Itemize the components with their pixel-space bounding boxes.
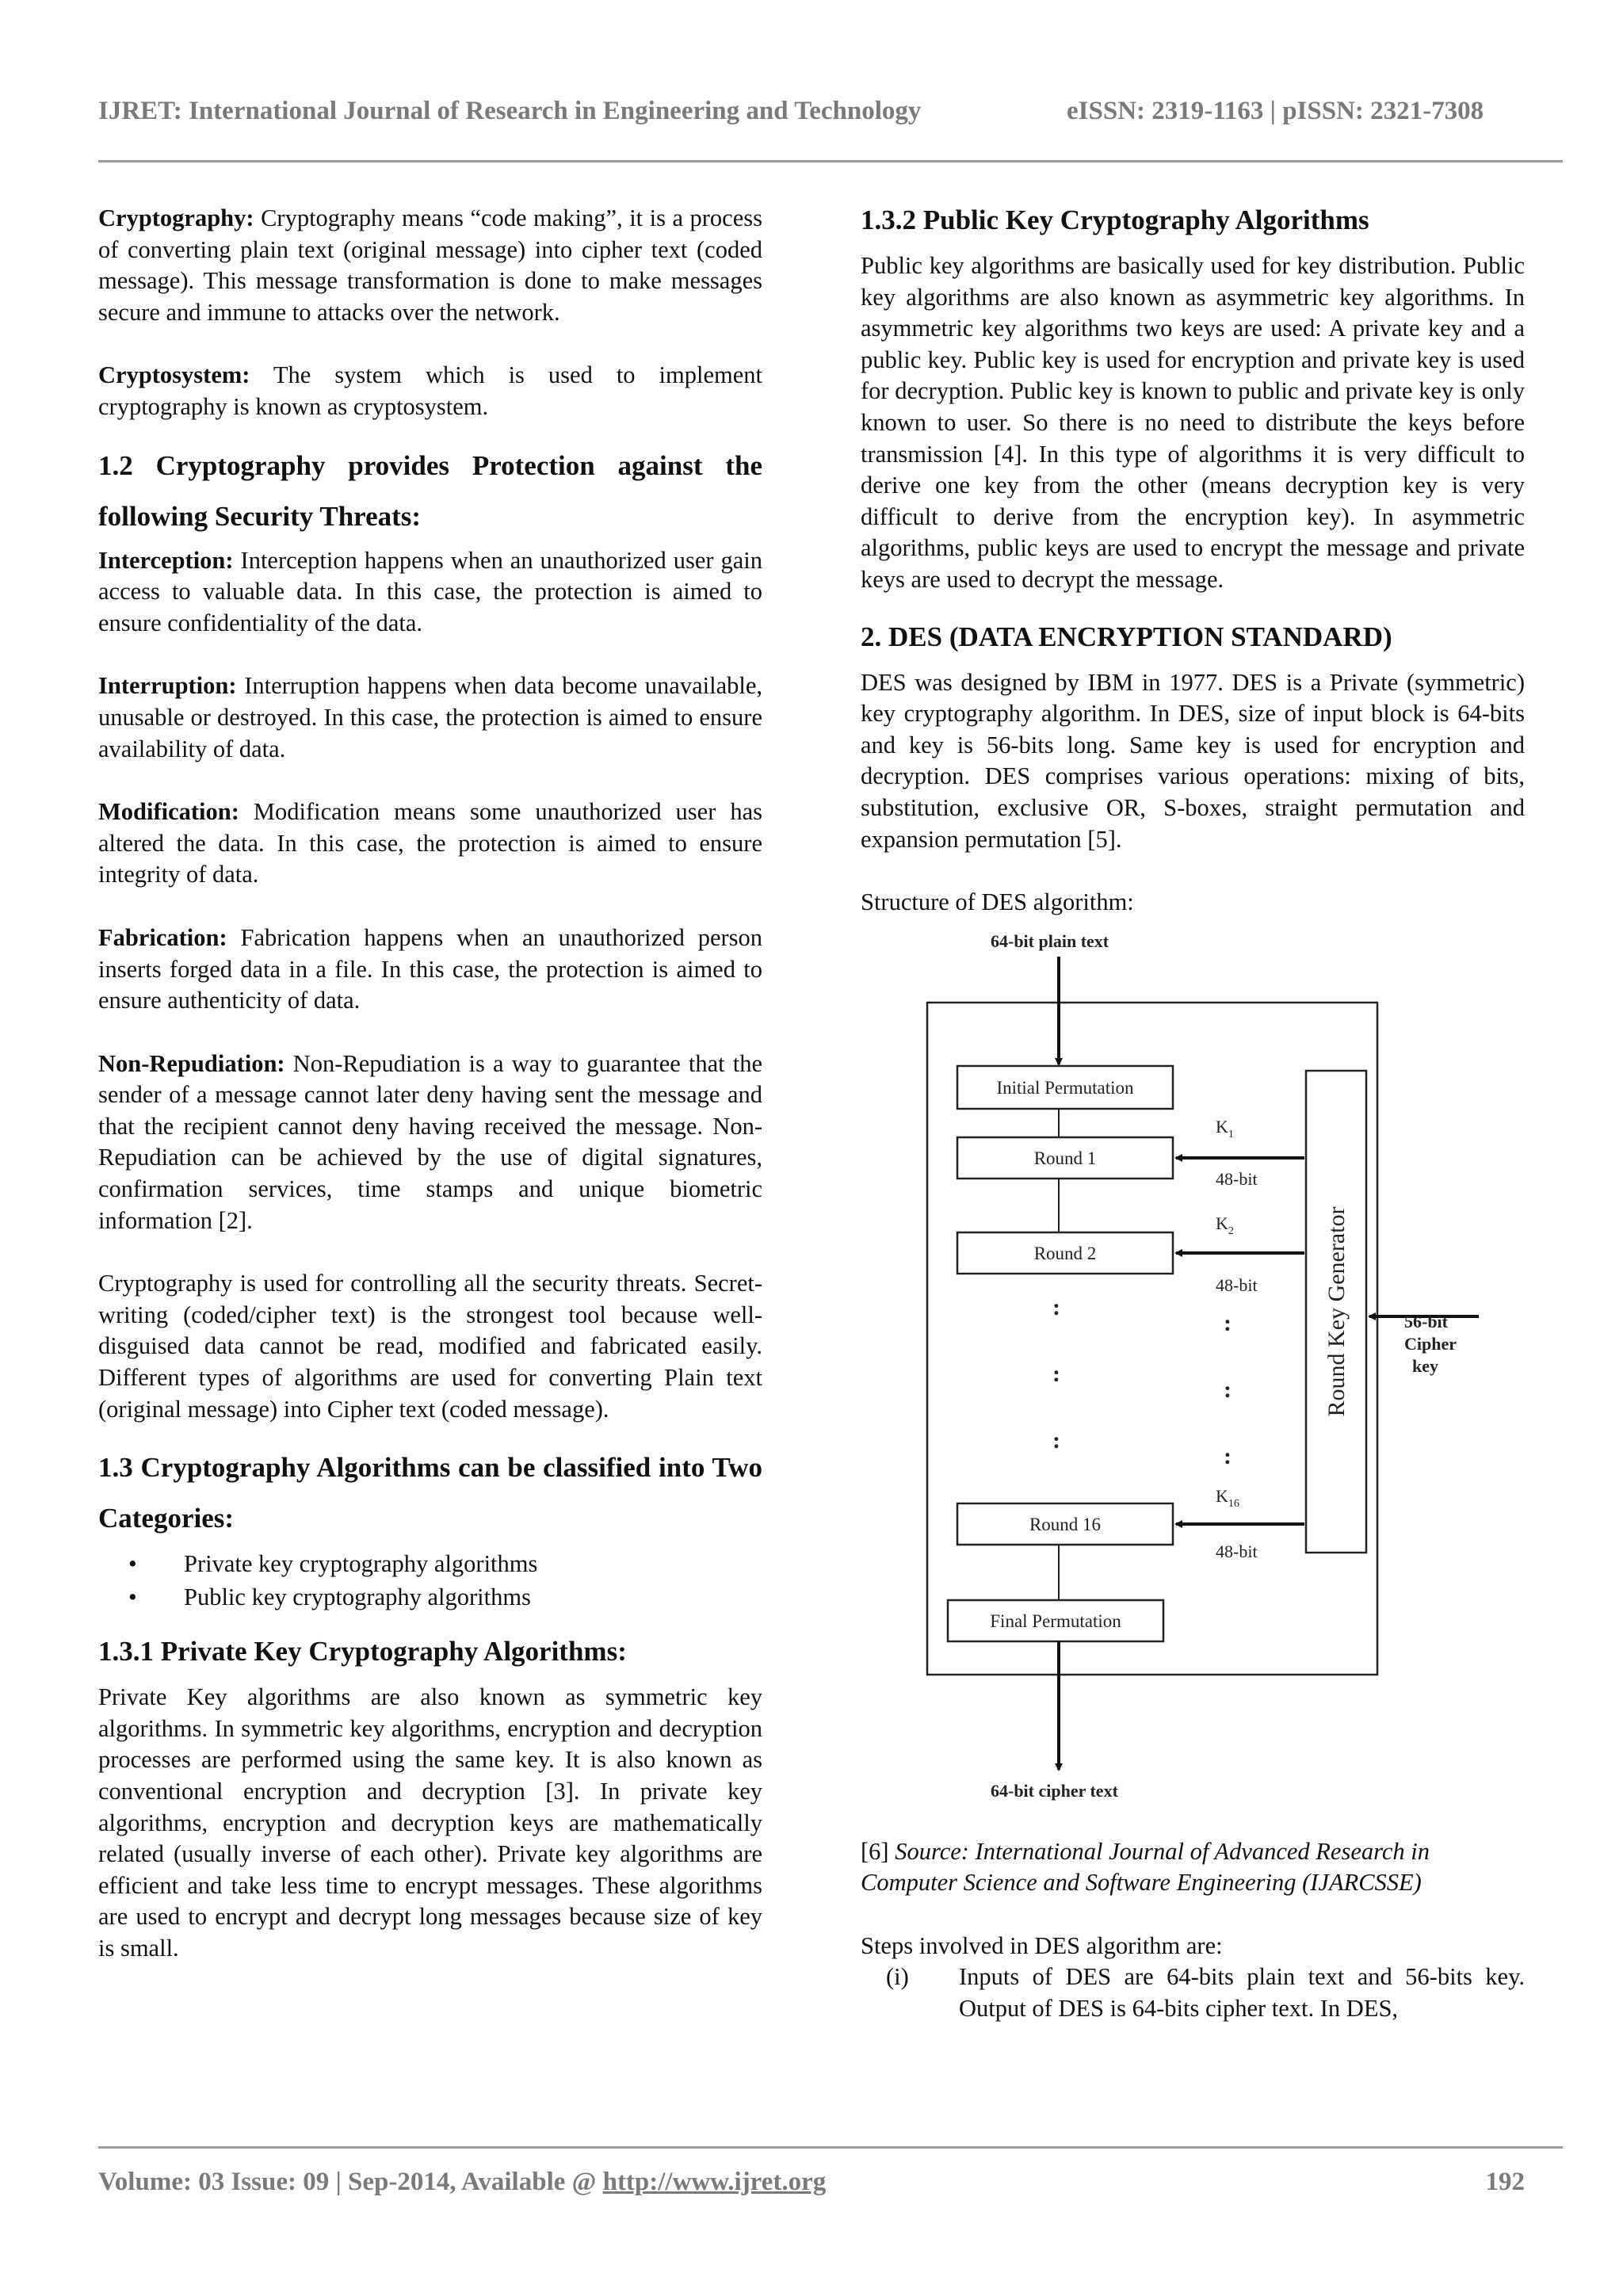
cipher-key-label-line3: key [1412,1355,1438,1376]
term: Interception: [98,546,234,574]
cipher-key-label-line2: Cipher [1404,1333,1457,1354]
volume-info: Volume: 03 Issue: 09 | Sep-2014, Available @ [98,2168,603,2196]
ellipsis-dot: : [1224,1309,1232,1336]
category-list [98,1547,762,1614]
public-key-paragraph: Public key algorithms are basically used for key distribution. Public key algorithms are also known as asymmetric key algorithms. In asymmetric key algorithms two keys are used: A private key and a public key. Public key is used for encryption and private key is used for decryption. Public key is known to public and private key is only known to user. So there is no need to distribute the keys before transmission [4]. In this type of algorithms it is very difficult to derive one key from the other (means decryption key is very difficult to derive from the encryption key). In asymmetric algorithms, public keys are used to encrypt the message and private keys are used to decrypt the message. [861,252,1525,593]
input-label: 64-bit plain text [991,930,1109,951]
ellipsis-dot: : [1224,1442,1232,1469]
definition-text: Interception happens when an unauthorized user gain access to valuable data. In this case, the protection is aimed to ensure confidentiality of the data. [98,546,763,636]
left-column [98,203,762,1965]
list-item: • Private key cryptography algorithms [98,1547,762,1580]
definition-text: Interruption happens when data become unavailable, unusable or destroyed. In this case, the protection is aimed to ensure availability of data. [98,672,762,762]
term: Fabrication: [98,923,227,951]
definition-text: Cryptography means “code making”, it is a process of converting plain text (original message) into cipher text (coded message). This message transformation is done to make messages secure and immune to attacks over the network. [98,204,762,326]
k16-bits: 48-bit [1216,1541,1258,1561]
initial-permutation-label: Initial Permutation [996,1077,1134,1098]
k1-bits: 48-bit [1216,1168,1258,1189]
journal-link[interactable]: http://www.ijret.org [602,2168,827,2196]
diagram-source [861,1836,1525,1899]
modification-definition [98,797,762,891]
ellipsis-dot: : [1052,1427,1060,1454]
term: Non-Repudiation: [98,1049,285,1077]
definition-text: The system which is used to implement cryptography is known as cryptosystem. [98,361,762,420]
header-rule [98,160,1563,162]
page-number: 192 [1485,2168,1525,2196]
output-label: 64-bit cipher text [991,1780,1118,1801]
final-permutation-label: Final Permutation [990,1610,1121,1631]
definition-text: Modification means some unauthorized user has altered the data. In this case, the protection is aimed to ensure integrity of data. [98,798,763,888]
step-number: (i) [886,1963,909,1991]
section-heading-1-2: 1.2 Cryptography provides Protection against the following Security Threats: [98,449,762,532]
des-structure-diagram [861,919,1525,1825]
round-key-generator-label: Round Key Generator [1323,1206,1350,1417]
non-repudiation-definition [98,1049,762,1237]
k16-label: $K_{16}$ [1216,1485,1239,1510]
des-paragraph: DES was designed by IBM in 1977. DES is a Private (symmetric) key cryptography algorithm. In DES, size of input block is 64-bits and key is 56-bits long. Same key is used for encryption and decryption. DES comprises various operations: mixing of bits, substitution, exclusive OR, S-boxes, straight permutation and expansion permutation [5]. [861,668,1525,853]
footer-rule [98,2146,1563,2149]
page-footer [98,2168,1525,2197]
definition-text: Non-Repudiation is a way to guarantee that the sender of a message cannot later deny having sent the message and that the recipient cannot deny having received the message. Non-Repudiation can be achieved by the use of digital signatures, confirmation services, time stamps and unique biometric information [2]. [98,1049,763,1234]
journal-title: IJRET: International Journal of Research in Engineering and Technology [98,97,922,125]
section-heading-1-3-1: 1.3.1 Private Key Cryptography Algorithms: [98,1636,627,1668]
fabrication-definition [98,923,762,1017]
ellipsis-dot: : [1052,1293,1060,1320]
round-1-label: Round 1 [1033,1148,1097,1168]
cipher-key-label-line1: 56-bit [1404,1311,1448,1331]
term: Cryptosystem: [98,361,250,389]
source-citation: Source: International Journal of Advanced Research in Computer Science and Software Engineering (IJARCSSE) [861,1837,1430,1897]
outer-frame [927,1003,1377,1675]
k2-bits: 48-bit [1216,1274,1258,1295]
section-heading-1-3: 1.3 Cryptography Algorithms can be classified into Two Categories: [98,1452,762,1534]
cryptography-definition [98,203,762,328]
private-key-paragraph: Private Key algorithms are also known as symmetric key algorithms. In symmetric key algorithms, encryption and decryption processes are performed using the same key. It is also known as conventional encryption and decryption [3]. In private key algorithms, encryption and decryption keys are mathematically related (usually inverse of each other). Private key algorithms are efficient and take less time to encrypt messages. These algorithms are used to encrypt and decrypt long messages because size of key is small. [98,1683,762,1962]
right-column [861,203,1525,2025]
interception-definition [98,545,762,640]
round-2-label: Round 2 [1033,1243,1097,1263]
ellipsis-dot: : [1224,1376,1232,1403]
interruption-definition [98,670,762,765]
structure-caption: Structure of DES algorithm: [861,888,1134,916]
term: Modification: [98,798,239,826]
k2-label: $K_2$ [1216,1213,1234,1237]
source-ref: [6] [861,1837,889,1865]
issn-numbers: eISSN: 2319-1163 | pISSN: 2321-7308 [1067,97,1484,125]
round-16-label: Round 16 [1029,1514,1102,1534]
des-steps [861,1931,1525,2025]
term: Interruption: [98,672,237,700]
k1-label: $K_1$ [1216,1116,1234,1140]
step-text: Inputs of DES are 64-bits plain text and 56-bits key. Output of DES is 64-bits cipher text. In DES, [959,1963,1525,2023]
definition-text: Fabrication happens when an unauthorized person inserts forged data in a file. In this case, the protection is aimed to ensure authenticity of data. [98,923,763,1014]
term: Cryptography: [98,204,254,231]
cryptosystem-definition [98,360,762,422]
section-heading-2: 2. DES (DATA ENCRYPTION STANDARD) [861,621,1392,652]
list-item: • Public key cryptography algorithms [98,1580,762,1614]
ellipsis-dot: : [1052,1360,1060,1387]
steps-intro: Steps involved in DES algorithm are: [861,1931,1223,1959]
section-heading-1-3-2: 1.3.2 Public Key Cryptography Algorithms [861,204,1369,235]
list-item [861,1962,1525,2024]
threats-summary: Cryptography is used for controlling all the security threats. Secret-writing (coded/cipher text) is the strongest tool because well-disguised data cannot be read, modified and fabricated easily. Different types of algorithms are used for converting Plain text (original message) into Cipher text (coded message). [98,1270,762,1423]
